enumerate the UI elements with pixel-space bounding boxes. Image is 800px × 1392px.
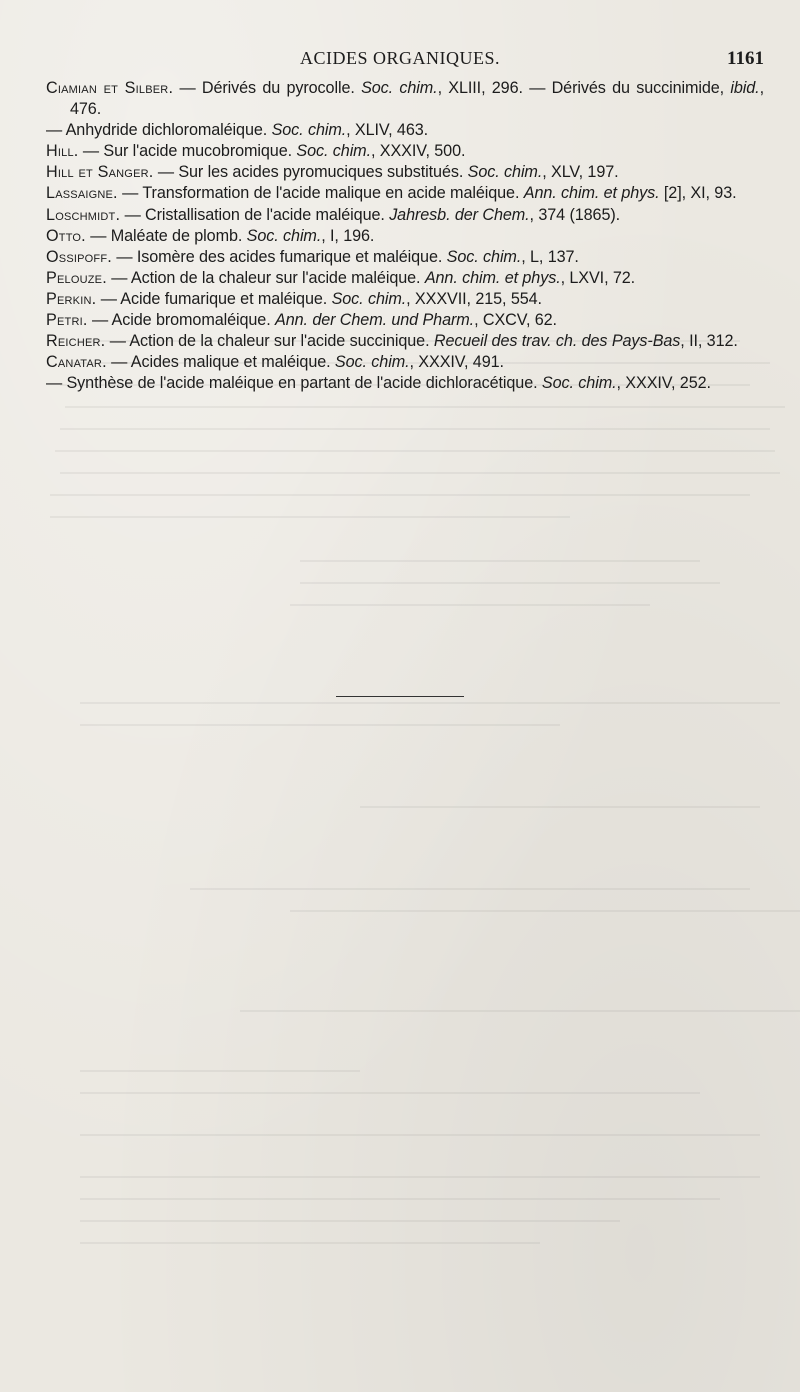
- show-through-line: [80, 1092, 700, 1094]
- running-head: [0, 48, 800, 72]
- show-through-line: [80, 724, 560, 726]
- reference-entry: [46, 247, 764, 268]
- bibliography-list: [46, 78, 764, 394]
- reference-text: — Anhydride dichloromaléique.: [46, 121, 272, 140]
- reference-entry: [46, 352, 764, 373]
- show-through-line: [50, 516, 570, 518]
- reference-text: , II, 312.: [680, 332, 738, 351]
- reference-text: — Transformation de l'acide malique en acide maléique.: [117, 184, 524, 203]
- reference-text: , 476.: [70, 79, 764, 119]
- reference-text: — Dérivés du pyrocolle.: [173, 79, 362, 97]
- reference-journal: Jahresb. der Chem.: [389, 205, 530, 224]
- reference-journal: Ann. chim. et phys.: [523, 184, 660, 203]
- reference-entry: [46, 226, 764, 247]
- reference-author: Ossipoff.: [46, 247, 112, 266]
- reference-journal: Soc. chim.: [334, 353, 410, 372]
- show-through-line: [290, 604, 650, 606]
- reference-text: — Acides malique et maléique.: [106, 353, 335, 372]
- reference-journal: Soc. chim.: [331, 289, 407, 308]
- show-through-line: [50, 494, 750, 496]
- reference-author: Ciamian et Silber.: [46, 79, 174, 97]
- show-through-line: [60, 428, 770, 430]
- reference-journal: Soc. chim.: [361, 79, 438, 97]
- reference-author: Reicher.: [46, 332, 106, 351]
- reference-text: , XLIV, 463.: [346, 121, 429, 140]
- reference-entry: [46, 162, 764, 183]
- section-divider-rule: [336, 696, 464, 697]
- reference-journal: Soc. chim.: [246, 226, 322, 245]
- show-through-line: [240, 1010, 800, 1012]
- reference-entry: [46, 373, 764, 394]
- reference-journal: Soc. chim.: [271, 121, 347, 140]
- show-through-line: [360, 806, 760, 808]
- reference-text: — Sur l'acide mucobromique.: [78, 142, 297, 161]
- reference-entry: [46, 289, 764, 310]
- reference-text: — Acide bromomaléique.: [87, 311, 276, 330]
- reference-author: Canatar.: [46, 353, 107, 372]
- reference-author: Hill et Sanger.: [46, 163, 154, 182]
- running-title: ACIDES ORGANIQUES.: [300, 48, 501, 68]
- reference-text: — Cristallisation de l'acide maléique.: [120, 205, 390, 224]
- reference-text: , L, 137.: [521, 247, 579, 266]
- show-through-line: [80, 1242, 540, 1244]
- reference-text: , XXXVII, 215, 554.: [406, 289, 542, 308]
- show-through-line: [190, 888, 750, 890]
- reference-text: , XXXIV, 252.: [616, 374, 711, 393]
- reference-journal: ibid.: [730, 79, 760, 97]
- reference-text: — Synthèse de l'acide maléique en partant de l'acide dichloracétique.: [46, 374, 542, 393]
- reference-text: — Isomère des acides fumarique et maléique.: [111, 247, 447, 266]
- reference-text: , XXXIV, 491.: [409, 353, 504, 372]
- reference-journal: Soc. chim.: [541, 374, 617, 393]
- reference-author: Loschmidt.: [46, 205, 121, 224]
- reference-text: , XXXIV, 500.: [370, 142, 466, 161]
- reference-text: , I, 196.: [321, 226, 375, 245]
- reference-journal: Soc. chim.: [446, 247, 522, 266]
- reference-journal: Ann. der Chem. und Pharm.: [275, 311, 475, 330]
- reference-author: Perkin.: [46, 289, 97, 308]
- reference-text: , XLIII, 296. — Dérivés du succinimide,: [437, 79, 731, 97]
- reference-entry: [46, 78, 764, 120]
- reference-author: Petri.: [46, 311, 88, 330]
- reference-author: Lassaigne.: [46, 184, 118, 203]
- reference-journal: Soc. chim.: [296, 142, 371, 161]
- show-through-line: [80, 1176, 760, 1178]
- reference-text: , XLV, 197.: [542, 163, 619, 182]
- show-through-line: [65, 406, 785, 408]
- page-number: 1161: [727, 48, 764, 69]
- show-through-line: [80, 1070, 360, 1072]
- reference-text: — Action de la chaleur sur l'acide succinique.: [105, 332, 434, 351]
- reference-text: — Acide fumarique et maléique.: [96, 289, 332, 308]
- show-through-line: [290, 910, 800, 912]
- reference-journal: Recueil des trav. ch. des Pays-Bas: [433, 332, 681, 351]
- reference-text: — Action de la chaleur sur l'acide maléique.: [106, 268, 425, 287]
- reference-entry: [46, 205, 764, 226]
- reference-text: , LXVI, 72.: [560, 268, 636, 287]
- reference-text: — Sur les acides pyromuciques substitués.: [153, 163, 468, 182]
- show-through-line: [300, 582, 720, 584]
- reference-author: Otto.: [46, 226, 86, 245]
- reference-text: [2], XI, 93.: [659, 184, 737, 203]
- reference-text: , CXCV, 62.: [474, 311, 557, 330]
- reference-entry: [46, 183, 764, 204]
- show-through-line: [300, 560, 700, 562]
- reference-text: — Maléate de plomb.: [85, 226, 247, 245]
- reference-journal: Soc. chim.: [467, 163, 543, 182]
- show-through-texture: [40, 330, 780, 1330]
- show-through-line: [80, 1220, 620, 1222]
- reference-entry: [46, 268, 764, 289]
- reference-author: Hill.: [46, 142, 79, 161]
- show-through-line: [60, 472, 780, 474]
- reference-entry: [46, 331, 764, 352]
- reference-journal: Ann. chim. et phys.: [424, 268, 561, 287]
- show-through-line: [55, 450, 775, 452]
- show-through-line: [80, 1134, 760, 1136]
- reference-author: Pelouze.: [46, 268, 107, 287]
- reference-entry: [46, 141, 764, 162]
- show-through-line: [80, 702, 780, 704]
- reference-entry: [46, 310, 764, 331]
- show-through-line: [80, 1198, 720, 1200]
- reference-entry: [46, 120, 764, 141]
- reference-text: , 374 (1865).: [529, 205, 621, 224]
